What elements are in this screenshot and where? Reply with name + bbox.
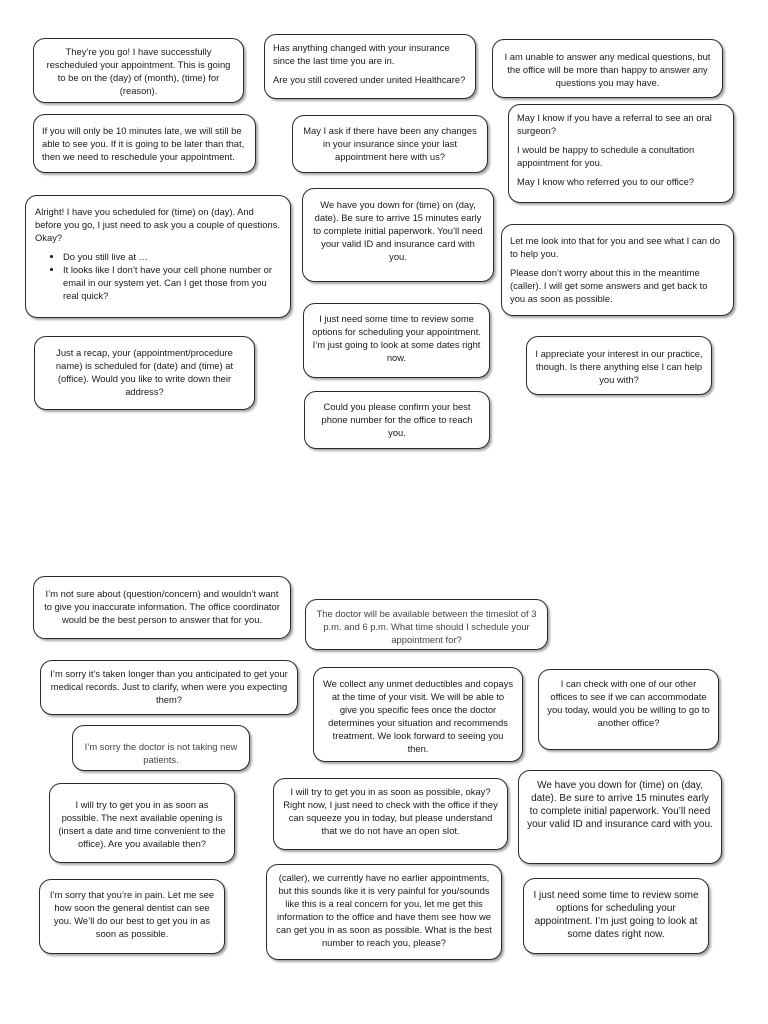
card-text: If you will only be 10 minutes late, we will still be able to see you. If it is going to be later than that, then we need to reschedule your appointment. xyxy=(42,125,245,162)
script-card-doctor-available xyxy=(305,599,548,650)
script-card-recap xyxy=(34,336,255,410)
card-text: May I know if you have a referral to see an oral surgeon? xyxy=(517,112,712,136)
card-text: We collect any unmet deductibles and copays at the time of your visit. We will be able to give you specific fees once the doctor determines your situation and recommends treatment. We look forward to seeing you then. xyxy=(322,678,514,754)
card-text: I’m sorry the doctor is not taking new patients. xyxy=(84,741,238,765)
card-text: I just need some time to review some options for scheduling your appointment. I’m just going to look at some dates right now. xyxy=(533,890,699,940)
script-card-medical-records xyxy=(40,660,298,715)
card-text: Let me look into that for you and see what I can do to help you. xyxy=(510,235,721,259)
card-text: I just need some time to review some options for scheduling your appointment. I’m just going to look at some dates right now. xyxy=(312,313,481,363)
script-card-not-sure xyxy=(33,576,291,639)
question-list xyxy=(35,250,282,302)
script-card-scheduled-questions xyxy=(25,195,291,318)
card-text: We have you down for (time) on (day, date). Be sure to arrive 15 minutes early to complete initial paperwork. You’ll need your valid ID and insurance card with you. xyxy=(313,199,483,262)
script-card-review-options xyxy=(303,303,490,378)
script-card-appreciate-interest xyxy=(526,336,712,395)
script-card-deductibles xyxy=(313,667,523,762)
card-text: Alright! I have you scheduled for (time) on (day). And before you go, I just need to ask you a couple of questions. Okay? xyxy=(35,206,280,243)
card-text: I’m sorry it’s taken longer than you anticipated to get your medical records. Just to clarify, when were you expecting them? xyxy=(50,668,288,705)
card-text: I would be happy to schedule a conultation appointment for you. xyxy=(517,144,695,168)
script-card-referral xyxy=(508,104,734,203)
script-card-in-pain xyxy=(39,879,225,954)
script-card-medical-questions xyxy=(492,39,723,98)
card-text: Please don’t worry about this in the meantime (caller). I will get some answers and get back to you as soon as possible. xyxy=(510,267,708,304)
script-card-no-earlier-appointments xyxy=(266,864,502,960)
script-card-rescheduled xyxy=(33,38,244,103)
script-card-look-into xyxy=(501,224,734,316)
card-text: Just a recap, your (appointment/procedure name) is scheduled for (date) and (time) at (office). Would you like to write down their address? xyxy=(55,347,234,397)
question-item: • It looks like I don’t have your cell phone number or email in our system yet. Can I get those from you real quick? xyxy=(63,263,282,302)
card-text: I appreciate your interest in our practice, though. Is there anything else I can help you with? xyxy=(535,348,703,385)
card-text: Are you still covered under united Healthcare? xyxy=(273,74,466,85)
card-text: Has anything changed with your insurance since the last time you are in. xyxy=(273,42,450,66)
card-text: (caller), we currently have no earlier appointments, but this sounds like it is very painful for you/sounds like this is a real concern for you, let me get this information to the office and have them see how we can get you in as soon as possible. What is the best number to reach you, please? xyxy=(276,872,492,948)
script-card-not-taking-patients xyxy=(72,725,250,771)
script-card-down-for-time xyxy=(302,188,494,282)
card-text: I’m sorry that you’re in pain. Let me see how soon the general dentist can see you. We’ll do our best to get you in as soon as possible. xyxy=(49,889,215,939)
script-card-insurance-changed xyxy=(264,34,476,99)
card-text: May I know who referred you to our office? xyxy=(517,176,694,187)
script-card-squeeze-in xyxy=(273,778,508,850)
script-card-insurance-changes xyxy=(292,115,488,173)
card-text: I am unable to answer any medical questions, but the office will be more than happy to answer any questions you may have. xyxy=(504,51,711,88)
script-card-ten-minutes-late xyxy=(33,114,256,173)
card-text: I’m not sure about (question/concern) and wouldn’t want to give you inaccurate information. The office coordinator would be the best person to answer that for you. xyxy=(44,588,280,625)
script-card-review-options-2 xyxy=(523,878,709,954)
card-text: The doctor will be available between the timeslot of 3 p.m. and 6 p.m. What time should I schedule your appointment for? xyxy=(316,608,537,645)
script-card-other-offices xyxy=(538,669,719,750)
card-text: May I ask if there have been any changes in your insurance since your last appointment here with us? xyxy=(303,125,477,162)
card-text: They’re you go! I have successfully rescheduled your appointment. This is going to be on the (day) of (month), (time) for (reason). xyxy=(46,46,231,96)
card-text: I can check with one of our other offices to see if we can accommodate you today, would you be willing to go to another office? xyxy=(547,678,710,728)
script-card-next-opening xyxy=(49,783,235,863)
question-item: • Do you still live at … xyxy=(63,250,282,263)
card-text: I will try to get you in as soon as possible. The next available opening is (insert a date and time convenient to the office). Are you available then? xyxy=(58,799,226,849)
card-text: Could you please confirm your best phone number for the office to reach you. xyxy=(321,401,473,438)
card-text: I will try to get you in as soon as possible, okay? Right now, I just need to check with the office if they can squeeze you in today, but please understand that we do not have an open slot. xyxy=(283,786,498,836)
card-text: We have you down for (time) on (day, date). Be sure to arrive 15 minutes early to complete initial paperwork. You’ll need your valid ID and insurance card with you. xyxy=(527,780,713,830)
script-card-confirm-phone xyxy=(304,391,490,449)
script-card-down-for-time-2 xyxy=(518,770,722,864)
